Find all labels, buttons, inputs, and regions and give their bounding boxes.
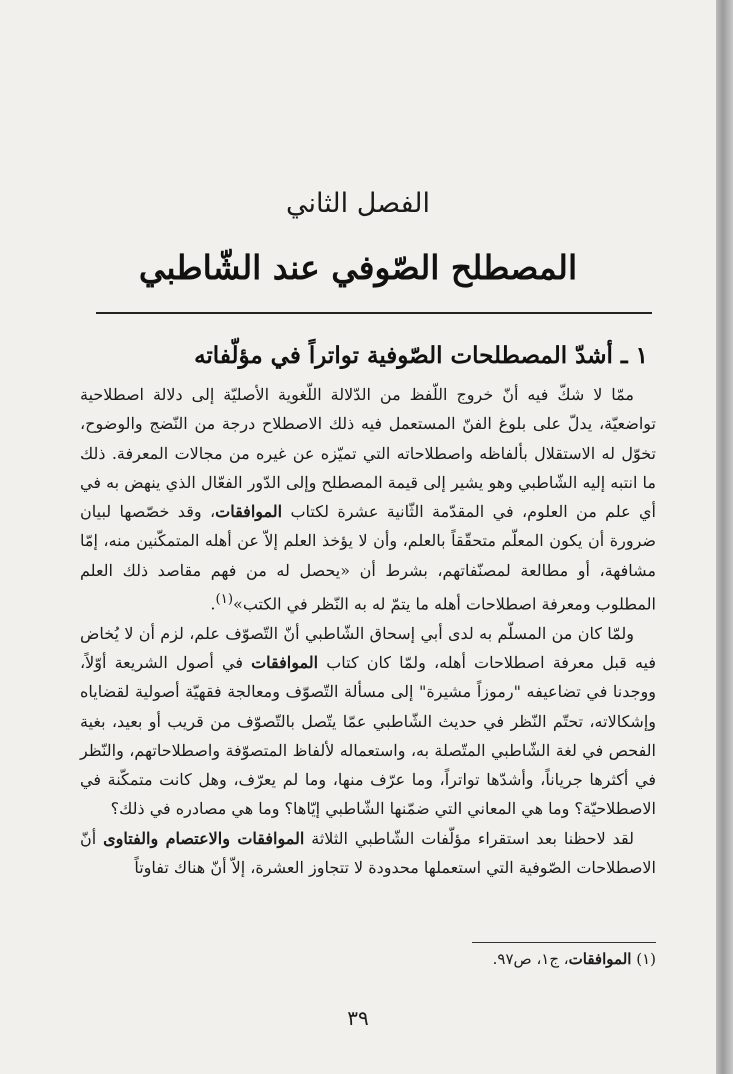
footnote-divider [472, 942, 656, 943]
footnote-ref: ، ج١، ص٩٧. [492, 950, 569, 968]
body-text [80, 380, 656, 882]
footnote-book: الموافقات [568, 950, 632, 968]
section-heading: ١ ـ أشدّ المصطلحات الصّوفية تواتراً في مؤلّفاته [194, 342, 648, 369]
paragraph-2-text-a: ولمّا كان من المسلّم به لدى أبي إسحاق الشّاطبي أنّ التّصوّف علم، لزم أن لا يُخاض فيه قبل معرفة اصطلاحات أهله، ولمّا كان كتاب [80, 623, 656, 672]
paragraph-3-text-a: لقد لاحظنا بعد استقراء مؤلّفات الشّاطبي الثلاثة [304, 828, 634, 848]
paragraph-3 [80, 824, 656, 883]
page-edge [716, 0, 733, 1074]
title-divider [96, 312, 652, 314]
footnote-marker[interactable]: (١) [215, 592, 234, 608]
paragraph-1-end: . [210, 594, 216, 614]
paragraph-2-bold: الموافقات [251, 653, 319, 672]
paragraph-2-text-b: في أصول الشريعة أوّلاً، ووجدنا في تضاعيفه "رموزاً مشيرة" إلى مسألة التّصوّف ومعالجة فقهيّة أصولية لقضاياه وإشكالاته، تحتّم النّظر في حديث الشّاطبي عمّا يتّصل بالتّصوّف من قريب أو بعيد، بغية الفحص في لغة الشّاطبي المتّصلة به، واستعماله لألفاظ المتصوّفة واصطلاحاتهم، والنّظر في أكثرها جرياناً، وأشدّها تواتراً، وما عرّف منها، وما لم يعرّف، وهل كانت متمكّنة في الاصطلاحيّة؟ وما هي المعاني التي ضمّنها الشّاطبي إيّاها؟ وما هي مصادره في ذلك؟ [80, 653, 657, 819]
page-number: ٣٩ [347, 1006, 369, 1030]
paragraph-3-bold: الموافقات والاعتصام والفتاوى [103, 828, 305, 848]
paragraph-1-text-a: ممّا لا شكّ فيه أنّ خروج اللّفظ من الدّلالة اللّغوية الأصليّة إلى دلالة اصطلاحية تواضعيّة، يدلّ على بلوغ الفنّ المستعمل فيه ذلك الاصطلاح درجة من النّضج والوضوح، تخوّل له الاستقلال بألفاظه واصطلاحاته التي تميّزه عن غيره من مجالات المعرفة. ذلك ما انتبه إليه الشّاطبي وهو يشير إلى قيمة المصطلح وإلى الدّور الفعّال الذي ينهض به في أي علم من العلوم، في المقدّمة الثّانية عشرة لكتاب [80, 385, 656, 522]
footnote [80, 950, 656, 968]
paragraph-1-text-b: ، وقد خصّصها لبيان ضرورة أن يكون المعلّم متحقّقاً بالعلم، وأن لا يؤخذ العلم إلاّ عن أهله المتمكّنين منه، إمّا مشافهة، أو مطالعة لمصنّفاتهم، بشرط أن «يحصل له من فهم مقاصد ذلك العلم المطلوب ومعرفة اصطلاحات أهله ما يتمّ له به النّظر في الكتب» [80, 502, 656, 614]
paragraph-3-text-b: أنّ الاصطلاحات الصّوفية التي استعملها محدودة لا تتجاوز العشرة، إلاّ أنّ هناك تفاوتاً [80, 828, 656, 878]
chapter-title: المصطلح الصّوفي عند الشّاطبي [138, 248, 578, 287]
paragraph-1 [80, 380, 656, 619]
footnote-number: (١) [636, 950, 656, 968]
chapter-label: الفصل الثاني [286, 188, 430, 219]
paragraph-2 [80, 619, 656, 824]
paragraph-1-bold: الموافقات [215, 502, 283, 522]
